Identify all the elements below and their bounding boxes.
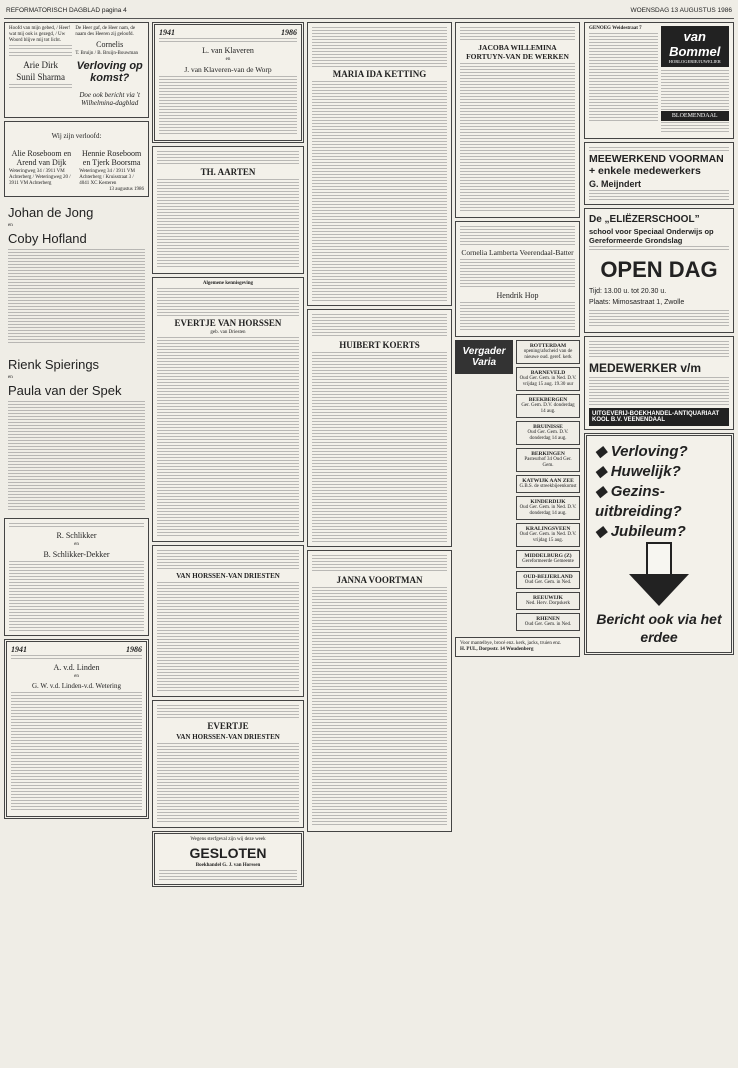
alg-title: Algemene kennisgeving <box>202 281 254 286</box>
linden-name: A. v.d. Linden <box>53 663 100 672</box>
meeting-place: RHENEN <box>536 616 560 622</box>
announce-label: Jubileum? <box>610 523 686 540</box>
announce-list-item <box>595 462 723 482</box>
ad-genoeg-bommel <box>584 22 734 139</box>
open-dag-title: OPEN DAG <box>600 257 718 282</box>
ad-driesten <box>152 545 304 697</box>
genoeg-title: GENOEG Weidestraat 7 <box>589 26 642 31</box>
year-start: 1941 <box>159 28 175 37</box>
announce-list-item <box>595 522 723 542</box>
announcement-text <box>460 63 575 213</box>
meetings-area <box>455 340 580 634</box>
meeting-text: Oud Ger. Gem. in Ned. D.V. donderdag 14 aug. <box>519 505 577 516</box>
gesloten-title: GESLOTEN <box>189 845 267 861</box>
text-lines <box>157 705 299 719</box>
meeting-text: G.B.S. de streekbijeenkomst <box>519 484 577 489</box>
hpul-text: H. PUL, Dorpsstr. 14 Woudenberg <box>460 647 534 652</box>
text-lines <box>312 314 447 338</box>
rienk-name: Rienk Spierings <box>8 357 100 372</box>
ad-linden <box>4 639 149 819</box>
en-text-4: en <box>74 674 79 679</box>
diamond-bullet-icon: ◆ <box>595 463 607 480</box>
ad-schlikker <box>4 518 149 636</box>
meeting-place: OUD-BEIJERLAND <box>523 574 573 580</box>
announce-label: Gezins-uitbreiding? <box>595 483 682 520</box>
en-text-3: en <box>74 542 79 547</box>
announce-label: Verloving? <box>610 443 688 460</box>
meijndert-name: G. Meijndert <box>589 179 642 189</box>
announce-list-item <box>595 442 723 462</box>
ad-klaveren <box>152 22 304 143</box>
text-lines <box>9 84 72 90</box>
column-2 <box>152 22 304 1048</box>
text-lines <box>159 870 297 880</box>
meeting-item <box>516 571 580 589</box>
ad-erdee <box>584 433 734 655</box>
announcement-text <box>8 249 145 345</box>
text-lines <box>460 27 575 41</box>
year-end: 1986 <box>281 28 297 37</box>
announcement-text <box>157 179 299 269</box>
arie-name: Arie Dirk <box>23 60 59 70</box>
column-3 <box>307 22 452 1048</box>
meeting-item <box>516 394 580 418</box>
text-lines <box>589 33 658 123</box>
hennie-couple: Hennie Roseboom en Tjerk Boorsma <box>81 149 142 167</box>
en-text-2: en <box>8 375 13 380</box>
en-text-5: en <box>225 57 231 62</box>
text-lines <box>589 377 729 407</box>
driesten-name: VAN HORSSEN-VAN DRIESTEN <box>176 572 280 580</box>
meeting-place: KATWIJK AAN ZEE <box>522 478 574 484</box>
ad-verloofd <box>4 121 149 197</box>
text-lines <box>661 122 730 134</box>
meeting-item <box>516 550 580 568</box>
meeting-text: Oud Ger. Gem. in Ned. <box>524 622 572 627</box>
meeting-place: ROTTERDAM <box>529 343 567 349</box>
announcement-text <box>159 76 297 136</box>
year-end: 1986 <box>126 645 142 654</box>
poem-text: Hoofd van mijn gebed, / Heer! wat mij ook is gezegd, / Uw Woord blijve mij tot licht. <box>9 26 71 43</box>
ad-eliezer <box>584 208 734 333</box>
open-dag-tijd: Tijd: 13.00 u. tot 20.30 u. <box>589 288 667 295</box>
cornelis-name: Cornelis <box>96 40 124 49</box>
meeting-item <box>516 592 580 610</box>
text-lines <box>589 190 729 200</box>
announcement-text <box>157 582 299 692</box>
text-lines <box>589 246 729 252</box>
diamond-bullet-icon: ◆ <box>595 443 607 460</box>
meeting-text: Pasteurhof 34 Oud Ger. Gem. <box>524 457 572 468</box>
announcement-text <box>157 337 299 537</box>
meeting-text: Oud Ger. Gem. in Ned. D.V. vrijdag 15 aug. <box>519 532 577 543</box>
text-lines <box>312 555 447 573</box>
meeting-item <box>516 613 580 631</box>
driesten2-name: VAN HORSSEN-VAN DRIESTEN <box>176 733 280 741</box>
announce-label: Huwelijk? <box>610 463 681 480</box>
meetings-list <box>516 340 580 634</box>
text-lines <box>11 655 142 661</box>
meeting-place: BEEKBERGEN <box>528 397 568 403</box>
text-lines <box>9 45 72 51</box>
meeting-place: KRALINGSVEEN <box>525 526 571 532</box>
aarten-name: TH. AARTEN <box>200 167 256 177</box>
gesloten-sub: Boekhandel G. J. van Horssen <box>195 863 261 868</box>
announcement-text <box>11 692 142 812</box>
schlikker-name: R. Schlikker <box>56 531 97 540</box>
header-right: WOENSDAG 13 AUGUSTUS 1986 <box>630 7 732 14</box>
meeting-place: BRUINISSE <box>533 424 563 430</box>
huibert-name: HUIBERT KOERTS <box>339 340 420 350</box>
open-dag-plaats: Plaats: Mimosastraat 1, Zwolle <box>589 299 685 306</box>
meeting-place: BARNEVELD <box>530 370 566 376</box>
meeting-text: Oud Ger. Gem. in Ned. <box>524 580 572 585</box>
announcement-text <box>157 743 299 823</box>
text-lines <box>589 147 729 151</box>
bericht-text: Bericht ook via het erdee <box>596 611 722 645</box>
addr-left: Weteringweg 34 / 3911 VM Achterberg / Weteringweg 20 / 3911 VM Achterberg <box>9 169 71 186</box>
meeting-item <box>516 496 580 520</box>
announcement-text <box>8 401 145 511</box>
meeting-text: Gereformeerde Gemeente <box>522 559 574 564</box>
meeting-item <box>516 475 580 493</box>
diamond-bullet-icon: ◆ <box>595 483 607 500</box>
cornelia-name: Cornelia Lamberta Veerendaal-Batter <box>461 248 574 257</box>
coby-name: Coby Hofland <box>8 231 87 246</box>
text-lines <box>157 151 299 165</box>
ad-huibert <box>307 309 452 547</box>
ad-horssen <box>152 277 304 542</box>
announcement-text <box>312 587 447 827</box>
meeting-text: Oud Ger. Gem. D.V. donderdag 14 aug. <box>527 430 569 441</box>
maria-name: MARIA IDA KETTING <box>332 69 427 79</box>
announce-list-item <box>595 482 723 522</box>
klaveren2-name: J. van Klaveren-van de Worp <box>184 65 272 74</box>
sunil-name: Sunil Sharma <box>16 72 66 82</box>
schlikker2-name: B. Schlikker-Dekker <box>43 550 110 559</box>
ad-rienk-paula <box>4 352 149 515</box>
ad-janna <box>307 550 452 832</box>
year-start: 1941 <box>11 645 27 654</box>
announcement-text <box>312 352 447 542</box>
jacoba-name: JACOBA WILLEMINA FORTUYN-VAN DE WERKEN <box>466 43 569 61</box>
addr-right: Weteringweg 34 / 3911 VM Achterberg / Kruisstraat 3 / 4041 XC Kesteren <box>79 169 135 186</box>
ad-maria <box>307 22 452 306</box>
text-lines <box>661 70 730 110</box>
linden2-name: G. W. v.d. Linden-v.d. Wetering <box>32 682 121 690</box>
diamond-bullet-icon: ◆ <box>595 523 607 540</box>
ad-aarten <box>152 146 304 274</box>
ad-johan-coby <box>4 200 149 349</box>
ad-jacoba <box>455 22 580 218</box>
janna-name: JANNA VOORTMAN <box>336 575 423 585</box>
text-lines <box>312 27 447 67</box>
meeting-item <box>516 523 580 547</box>
verloving-title: Verloving op komst? <box>76 60 143 84</box>
meeting-text: Ger. Gem. D.V. donderdag 14 aug. <box>521 403 575 414</box>
alie-couple: Alie Roseboom en Arend van Dijk <box>11 149 72 167</box>
text-lines <box>589 341 729 359</box>
eliezer-sub: school voor Speciaal Onderwijs op Gereformeerde Grondslag <box>589 227 714 245</box>
bommel-logo: van Bommel <box>669 29 721 59</box>
en-text-1: en <box>8 223 13 228</box>
vergader-varia-logo: Vergader Varia <box>455 340 513 374</box>
text-lines <box>460 302 575 332</box>
meeting-text: Ned. Herv. Dorpskerk <box>525 601 571 606</box>
column-1 <box>4 22 149 1048</box>
ad-cornelia <box>455 221 580 337</box>
evertje-name: EVERTJE <box>207 721 249 731</box>
cornelis-intro: De Heer gaf, de Heer nam, de naam des Heeren zij geloofd. <box>75 26 136 37</box>
text-lines <box>460 226 575 246</box>
meeting-place: MIDDELBURG (Z) <box>524 553 572 559</box>
arrow-head-icon <box>629 574 689 606</box>
arrow-down-icon <box>646 542 672 574</box>
ad-gesloten <box>152 831 304 887</box>
announcement-text <box>9 561 144 631</box>
horssen-name: EVERTJE VAN HORSSEN <box>174 318 282 328</box>
text-lines <box>9 52 72 58</box>
meeting-item <box>516 448 580 472</box>
medewerker-title: MEDEWERKER v/m <box>589 361 702 375</box>
kinder-text: Voor mantelbye, brocé enz. kerk, jacks, truien enz. <box>460 641 562 646</box>
meeting-item <box>516 421 580 445</box>
ad-poem <box>4 22 149 118</box>
page-header <box>4 4 734 19</box>
gesloten-pre: Wegens sterfgeval zijn wij deze week <box>190 837 266 842</box>
text-lines <box>159 38 297 44</box>
column-5 <box>584 22 734 1048</box>
announcement-text <box>312 81 447 301</box>
klaveren-name: L. van Klaveren <box>202 46 254 55</box>
ad-meewerkend <box>584 142 734 205</box>
text-lines <box>589 310 729 328</box>
verloving-sub: Doe ook bericht via 't Wilhelmina-dagblad <box>79 91 140 107</box>
horssen-sub: geb. van Driesten <box>210 330 246 335</box>
meeting-item <box>516 340 580 364</box>
cornelis-parents: T. Bruijn / B. Bruijn-Bouwman <box>75 51 139 56</box>
meeting-place: REEUWIJK <box>533 595 563 601</box>
ad-kinder <box>455 637 580 657</box>
text-lines <box>157 550 299 570</box>
meeting-text: opening/afscheid van de nieuwe oud. geref. kerk <box>523 349 573 360</box>
meeting-text: Oud Ger. Gem. in Ned. D.V. vrijdag 15 aug. 19.30 uur <box>519 376 577 387</box>
bloemendaal-logo: BLOEMENDAAL <box>661 111 730 121</box>
hendrik-name: Hendrik Hop <box>496 291 539 300</box>
meeting-place: BERKINGEN <box>531 451 565 457</box>
column-4 <box>455 22 580 1048</box>
header-left: REFORMATORISCH DAGBLAD pagina 4 <box>6 7 127 14</box>
bommel-sub: HORLOGERIE/JUWELIER <box>668 59 721 64</box>
paula-name: Paula van der Spek <box>8 383 122 398</box>
text-lines <box>460 259 575 289</box>
johan-name: Johan de Jong <box>8 205 94 220</box>
meeting-place: KINDERDIJK <box>530 499 566 505</box>
verloofd-title: Wij zijn verloofd: <box>51 132 102 140</box>
ad-medewerker <box>584 336 734 430</box>
eliezer-title: De „ELIËZERSCHOOL” <box>589 214 700 225</box>
text-lines <box>157 288 299 316</box>
meeting-item <box>516 367 580 391</box>
ad-evertje <box>152 700 304 828</box>
kool-logo: UITGEVERIJ-BOEKHANDEL-ANTIQUARIAAT KOOL B.V. VEENENDAAL <box>589 408 729 426</box>
text-lines <box>9 523 144 529</box>
verloofd-date: 13 augustus 1986 <box>109 187 144 192</box>
meewerkend-title: MEEWERKEND VOORMAN + enkele medewerkers <box>589 153 724 177</box>
announce-list <box>595 442 723 542</box>
